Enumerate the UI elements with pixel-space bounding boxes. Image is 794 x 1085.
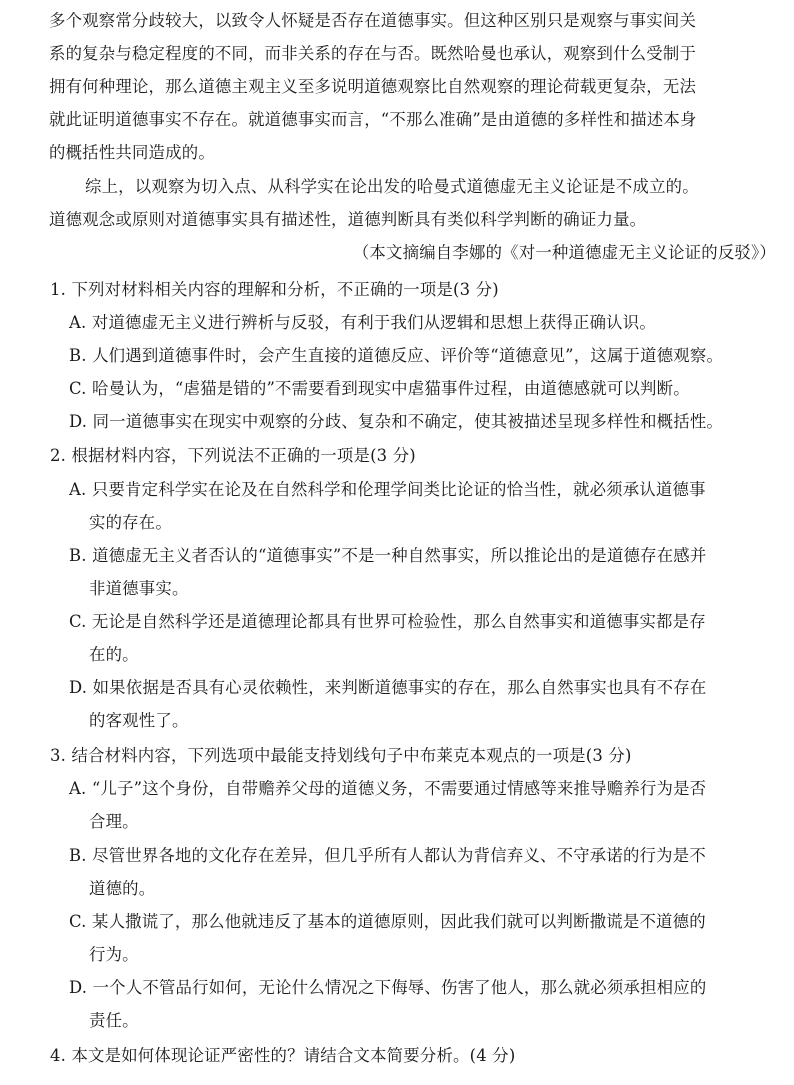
question-2-option-b: B. 道德虚无主义者否认的“道德事实”不是一种自然事实，所以推论出的是道德存在感并	[69, 546, 707, 565]
question-1-option-a: A. 对道德虚无主义进行辨析与反驳，有利于我们从逻辑和思想上获得正确认识。	[69, 313, 656, 332]
question-3-option-c-cont: 行为。	[89, 945, 139, 964]
question-2-option-d-cont: 的客观性了。	[89, 711, 189, 730]
question-1-option-b: B. 人们遇到道德事件时，会产生直接的道德反应、评价等“道德意见”，这属于道德观察。	[69, 346, 724, 365]
question-1-option-c: C. 哈曼认为，“虐猫是错的”不需要看到现实中虐猫事件过程，由道德感就可以判断。	[69, 379, 690, 398]
question-1-option-d: D. 同一道德事实在现实中观察的分歧、复杂和不确定，使其被描述呈现多样性和概括性。	[69, 412, 724, 431]
question-3-stem: 3. 结合材料内容，下列选项中最能支持划线句子中布莱克本观点的一项是(3 分)	[50, 746, 632, 765]
question-3-option-a: A. “儿子”这个身份，自带赡养父母的道德义务，不需要通过情感等来推导赡养行为是否	[69, 779, 707, 798]
question-2-option-c-cont: 在的。	[89, 645, 139, 664]
conclusion-line: 综上，以观察为切入点、从科学实在论出发的哈曼式道德虚无主义论证是不成立的。	[85, 177, 699, 196]
passage-line: 的概括性共同造成的。	[49, 143, 215, 162]
passage-line: 就此证明道德事实不存在。就道德事实而言，“不那么准确”是由道德的多样性和描述本身	[49, 110, 697, 129]
question-4-stem: 4. 本文是如何体现论证严密性的？请结合文本简要分析。(4 分)	[50, 1046, 516, 1065]
source-citation: （本文摘编自李娜的《对一种道德虚无主义论证的反驳》）	[352, 243, 776, 262]
question-2-option-c: C. 无论是自然科学还是道德理论都具有世界可检验性，那么自然事实和道德事实都是存	[69, 612, 706, 631]
question-1-stem: 1. 下列对材料相关内容的理解和分析，不正确的一项是(3 分)	[50, 280, 499, 299]
question-2-option-b-cont: 非道德事实。	[89, 579, 189, 598]
question-3-option-b-cont: 道德的。	[89, 879, 156, 898]
question-3-option-d: D. 一个人不管品行如何，无论什么情况之下侮辱、伤害了他人，那么就必须承担相应的	[69, 978, 707, 997]
question-3-option-b: B. 尽管世界各地的文化存在差异，但几乎所有人都认为背信弃义、不守承诺的行为是不	[69, 846, 706, 865]
question-3-option-c: C. 某人撒谎了，那么他就违反了基本的道德原则，因此我们就可以判断撒谎是不道德的	[69, 912, 706, 931]
passage-line: 多个观察常分歧较大，以致令人怀疑是否存在道德事实。但这种区别只是观察与事实间关	[49, 11, 697, 30]
passage-line: 系的复杂与稳定程度的不同，而非关系的存在与否。既然哈曼也承认，观察到什么受制于	[49, 44, 697, 63]
question-3-option-d-cont: 责任。	[89, 1011, 139, 1030]
question-2-option-a: A. 只要肯定科学实在论及在自然科学和伦理学间类比论证的恰当性，就必须承认道德事	[69, 480, 706, 499]
question-2-stem: 2. 根据材料内容，下列说法不正确的一项是(3 分)	[50, 446, 416, 465]
question-2-option-d: D. 如果依据是否具有心灵依赖性，来判断道德事实的存在，那么自然事实也具有不存在	[69, 678, 707, 697]
conclusion-line: 道德观念或原则对道德事实具有描述性，道德判断具有类似科学判断的确证力量。	[49, 210, 647, 229]
passage-line: 拥有何种理论，那么道德主观主义至多说明道德观察比自然观察的理论荷载更复杂，无法	[49, 77, 697, 96]
question-3-option-a-cont: 合理。	[89, 812, 139, 831]
question-2-option-a-cont: 实的存在。	[89, 513, 172, 532]
